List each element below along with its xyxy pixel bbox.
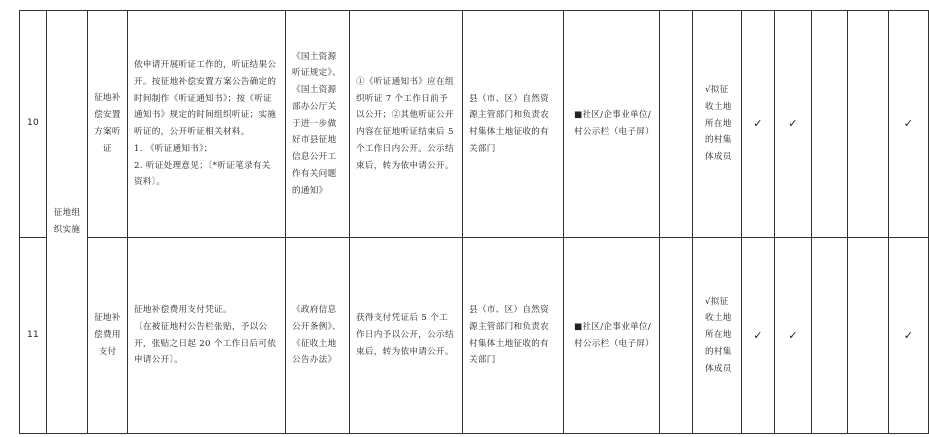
subject-cell: 县（市、区）自然资源主管部门和负责农村集体土地征收的有关部门	[463, 238, 564, 434]
item-name: 征地补偿费用支付	[94, 312, 121, 358]
row-number: 10	[20, 11, 47, 238]
subject-cell: 县（市、区）自然资源主管部门和负责农村集体土地征收的有关部门	[463, 11, 564, 238]
item-name: 征地补偿安置方案听证	[94, 92, 121, 155]
channel-cell: ■社区/企事业单位/村公示栏（电子屏）	[564, 11, 660, 238]
empty-cell	[812, 238, 848, 434]
table-row	[20, 238, 929, 434]
empty-cell	[660, 238, 693, 434]
empty-cell	[660, 11, 693, 238]
empty-cell	[812, 11, 848, 238]
check-mark: ✓	[775, 11, 812, 238]
check-mark: ✓	[775, 238, 812, 434]
time-cell: 获得支付凭证后 5 个工作日内予以公开，公示结束后，转为依申请公开。	[350, 238, 463, 434]
channel-cell: ■社区/企事业单位/村公示栏（电子屏）	[564, 238, 660, 434]
content-paragraph: 依申请开展听证工作的，听证结果公开。按征地补偿安置方案公告确定的时间制作《听证通知书》；按《听证通知书》规定的时间组织听证；实施听证的，公开听证相关材料。	[134, 60, 277, 137]
check-mark: ✓	[742, 238, 775, 434]
content-cell	[128, 11, 286, 238]
content-cell	[128, 238, 286, 434]
content-line: 1. 《听证通知书》；	[134, 143, 213, 154]
row-number: 11	[20, 238, 47, 434]
basis-cell: 《政府信息公开条例》、《征收土地公告办法》	[286, 238, 350, 434]
item-cell	[88, 238, 128, 434]
object-cell: √拟征收土地所在地的村集体成员	[693, 238, 742, 434]
content-line: 2. 听证处理意见；〔*听证笔录有关资料〕。	[134, 160, 271, 188]
empty-cell	[848, 238, 889, 434]
check-mark: ✓	[889, 238, 929, 434]
disclosure-table	[19, 10, 929, 434]
content-line: 〔在被征地村公告栏张贴，予以公开，张贴之日起 20 个工作日后可依申请公开〕。	[134, 321, 277, 366]
table-row	[20, 11, 929, 238]
group-label-cell	[47, 11, 88, 434]
group-label: 征地组织实施	[53, 207, 81, 235]
empty-cell	[848, 11, 889, 238]
time-cell: ①《听证通知书》应在组织听证 7 个工作日前予以公开；②其他听证公开内容在征地听证结束后 5 个工作日内公开。公示结束后，转为依申请公开。	[350, 11, 463, 238]
content-line: 征地补偿费用支付凭证。	[134, 305, 232, 315]
object-cell: √拟征收土地所在地的村集体成员	[693, 11, 742, 238]
check-mark: ✓	[742, 11, 775, 238]
item-cell	[88, 11, 128, 238]
check-mark: ✓	[889, 11, 929, 238]
basis-cell: 《国土资源听证规定》、《国土资源部办公厅关于进一步做好市县征地信息公开工作有关问题的通知》	[286, 11, 350, 238]
